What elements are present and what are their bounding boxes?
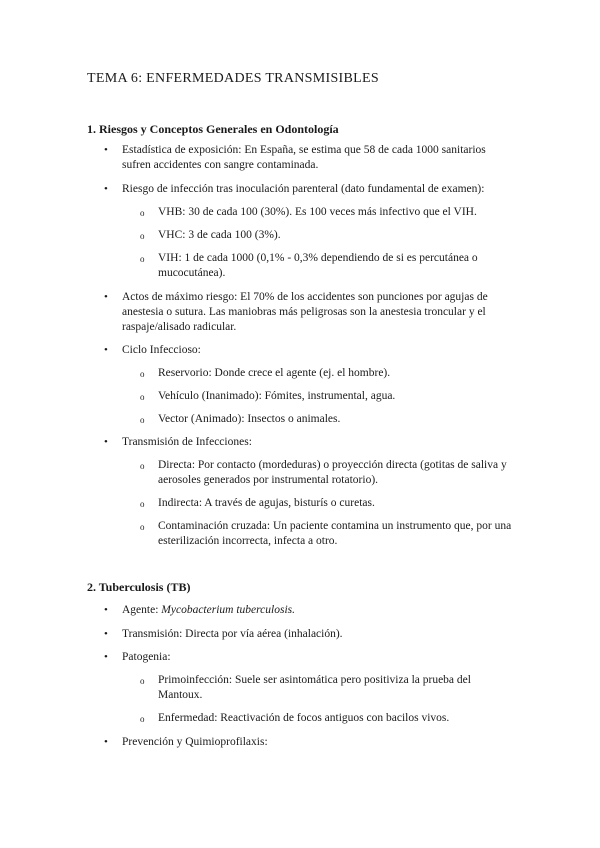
sub-item-vehicle: Vehículo (Inanimado): Fómites, instrumental, agua. xyxy=(158,390,396,402)
bullet-circle-icon: o xyxy=(140,369,145,379)
bullet-dot-icon: • xyxy=(104,144,108,156)
bullet-circle-icon: o xyxy=(140,714,145,724)
bullet-dot-icon: • xyxy=(104,344,108,356)
bullet-circle-icon: o xyxy=(140,415,145,425)
list-item-patogenia: Patogenia: xyxy=(122,651,171,663)
sub-item-cross: Contaminación cruzada: Un paciente contamina un instrumento que, por una esterilización incorrecta, infecta a otro. xyxy=(158,520,512,547)
list-item-exposure: Estadística de exposición: En España, se estima que 58 de cada 1000 sanitarios sufren accidentes con sangre contaminada. xyxy=(122,144,486,171)
section-2-heading: 2. Tuberculosis (TB) xyxy=(87,580,191,594)
bullet-circle-icon: o xyxy=(140,522,145,532)
bullet-dot-icon: • xyxy=(104,651,108,663)
sub-item-vhc: VHC: 3 de cada 100 (3%). xyxy=(158,229,281,241)
bullet-circle-icon: o xyxy=(140,392,145,402)
section-1-heading: 1. Riesgos y Conceptos Generales en Odontología xyxy=(87,122,339,136)
sub-item-vhb: VHB: 30 de cada 100 (30%). Es 100 veces más infectivo que el VIH. xyxy=(158,206,477,218)
bullet-circle-icon: o xyxy=(140,208,145,218)
agent-label: Agente: xyxy=(122,604,162,616)
bullet-circle-icon: o xyxy=(140,676,145,686)
sub-item-direct: Directa: Por contacto (mordeduras) o proyección directa (gotitas de saliva y aerosoles generados por instrumental rotatorio). xyxy=(158,459,507,486)
sub-item-reservoir: Reservorio: Donde crece el agente (ej. el hombre). xyxy=(158,367,391,379)
bullet-dot-icon: • xyxy=(104,291,108,303)
list-item-risk: Riesgo de infección tras inoculación parenteral (dato fundamental de examen): xyxy=(122,183,485,195)
bullet-dot-icon: • xyxy=(104,436,108,448)
list-item-agent xyxy=(122,603,514,618)
bullet-circle-icon: o xyxy=(140,461,145,471)
page-title: TEMA 6: ENFERMEDADES TRANSMISIBLES xyxy=(87,71,379,86)
bullet-dot-icon: • xyxy=(104,628,108,640)
sub-item-primoinfection: Primoinfección: Suele ser asintomática pero positiviza la prueba del Mantoux. xyxy=(158,674,471,701)
list-item-tb-transmission: Transmisión: Directa por vía aérea (inhalación). xyxy=(122,628,343,640)
bullet-circle-icon: o xyxy=(140,254,145,264)
sub-item-vector: Vector (Animado): Insectos o animales. xyxy=(158,413,341,425)
list-item-transmission: Transmisión de Infecciones: xyxy=(122,436,252,448)
bullet-dot-icon: • xyxy=(104,736,108,748)
list-item-prevention: Prevención y Quimioprofilaxis: xyxy=(122,736,268,748)
sub-item-disease: Enfermedad: Reactivación de focos antiguos con bacilos vivos. xyxy=(158,712,450,724)
list-item-max-risk: Actos de máximo riesgo: El 70% de los accidentes son punciones por agujas de anestesia o sutura. Las maniobras más peligrosas son la anestesia troncular y el raspaje/alisado radicular. xyxy=(122,291,488,333)
bullet-dot-icon: • xyxy=(104,604,108,616)
list-item-cycle: Ciclo Infeccioso: xyxy=(122,344,201,356)
agent-value: Mycobacterium tuberculosis. xyxy=(161,604,295,616)
sub-item-indirect: Indirecta: A través de agujas, bisturís o curetas. xyxy=(158,497,375,509)
sub-item-vih: VIH: 1 de cada 1000 (0,1% - 0,3% dependiendo de si es percutánea o mucocutánea). xyxy=(158,252,478,279)
bullet-circle-icon: o xyxy=(140,499,145,509)
bullet-circle-icon: o xyxy=(140,231,145,241)
bullet-dot-icon: • xyxy=(104,183,108,195)
